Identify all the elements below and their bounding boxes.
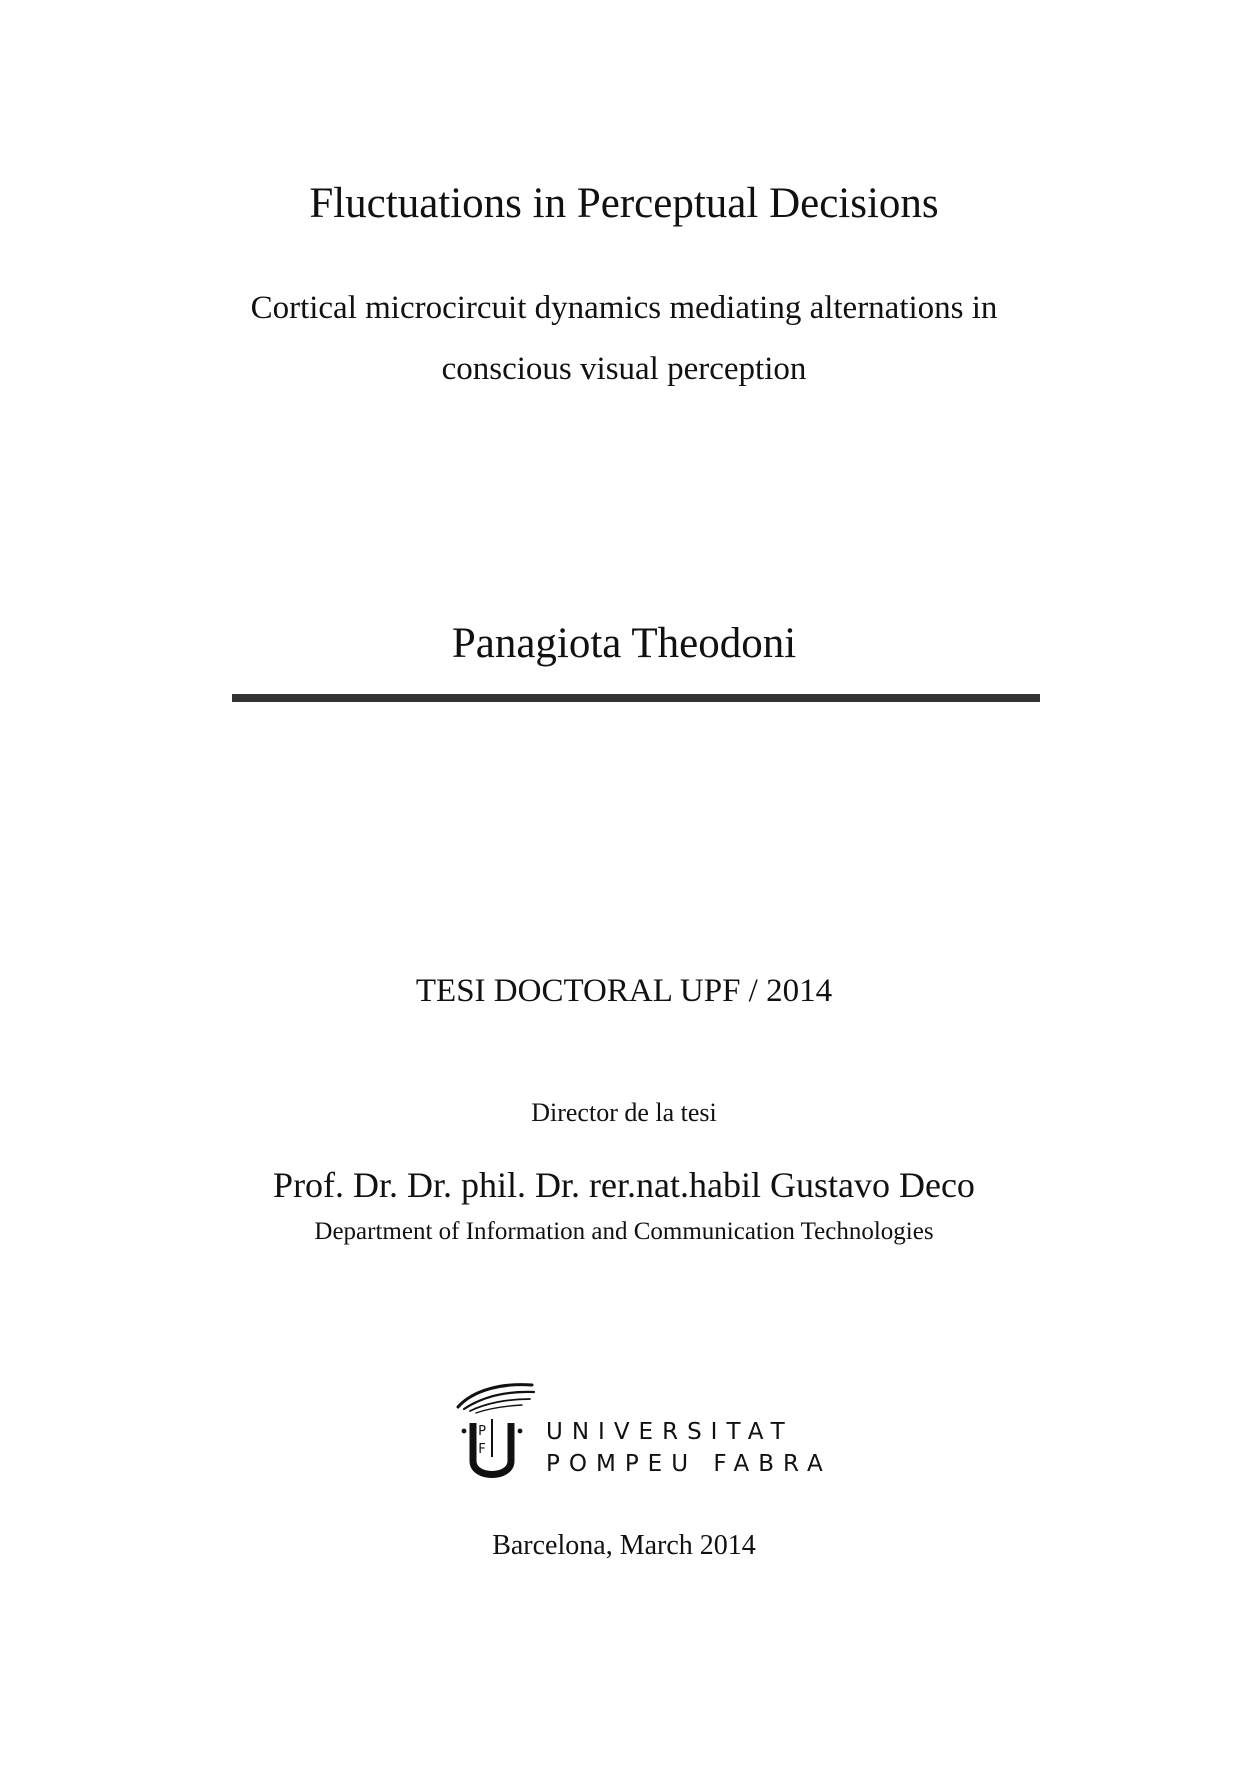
place-and-date: Barcelona, March 2014 [492, 1530, 756, 1561]
title-divider [232, 694, 1040, 702]
department-name: Department of Information and Communication Technologies [314, 1218, 934, 1245]
thesis-label: TESI DOCTORAL UPF / 2014 [415, 973, 833, 1009]
director-label: Director de la tesi [531, 1098, 717, 1127]
thesis-subtitle-line-1: Cortical microcircuit dynamics mediating alternations in [250, 290, 998, 326]
thesis-title: Fluctuations in Perceptual Decisions [309, 180, 939, 227]
emblem-letter-f: F [478, 1442, 486, 1457]
university-name-line-2: POMPEU FABRA [546, 1451, 832, 1477]
thesis-subtitle-line-2: conscious visual perception [441, 351, 807, 387]
director-name: Prof. Dr. Dr. phil. Dr. rer.nat.habil Gustavo Deco [273, 1165, 975, 1205]
author-name: Panagiota Theodoni [451, 620, 797, 667]
upf-emblem-letters [454, 1383, 546, 1483]
emblem-letter-p: P [478, 1424, 486, 1439]
university-name-line-1: UNIVERSITAT [546, 1419, 794, 1445]
university-logo [454, 1383, 832, 1483]
